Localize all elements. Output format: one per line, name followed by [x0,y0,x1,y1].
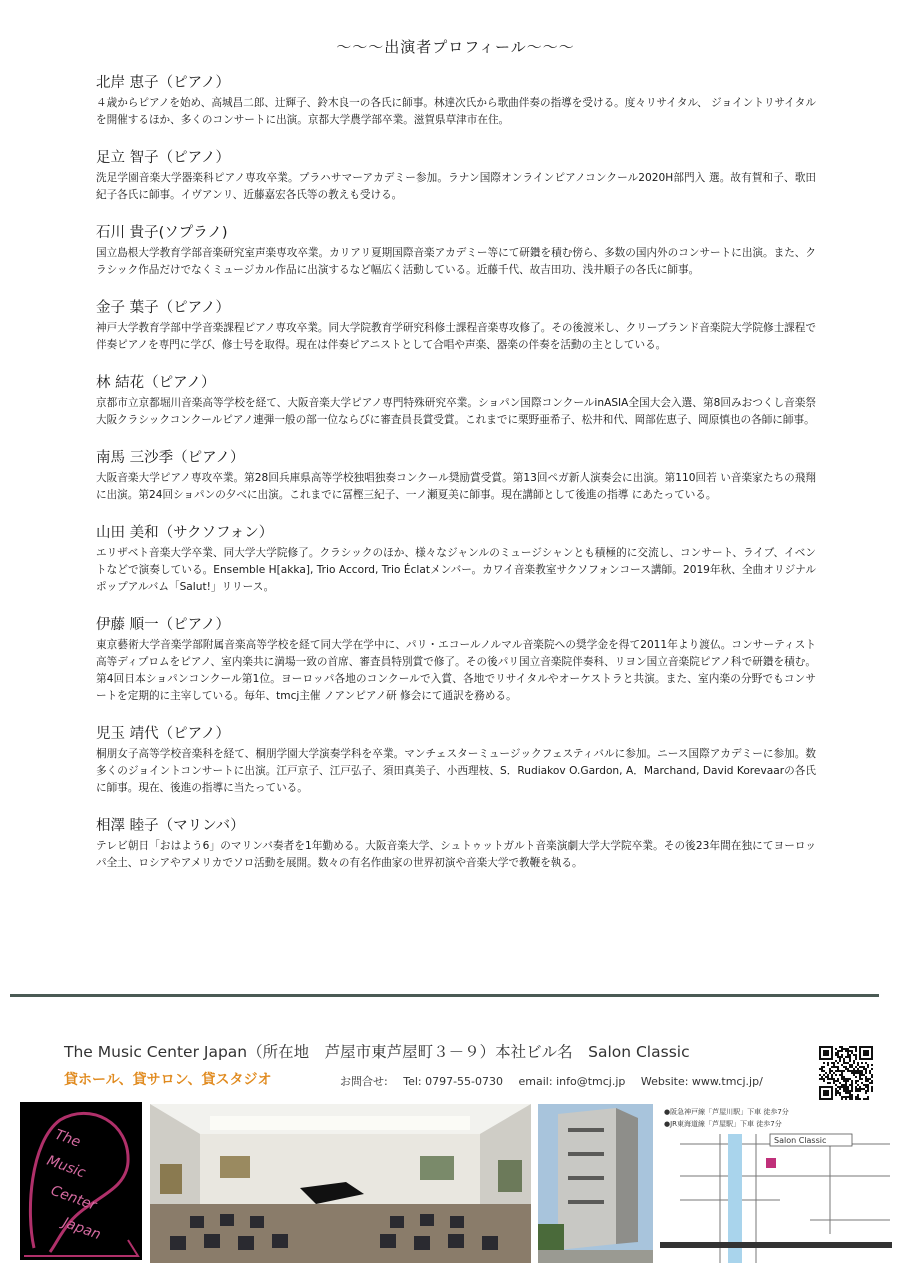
contact-label: お問合せ: [340,1075,388,1088]
logo-text-music: Music [44,1152,88,1182]
profile-entry [96,149,816,204]
profile-list [96,74,816,892]
access-map [660,1104,892,1263]
logo-text-japan: Japan [60,1214,103,1244]
page-title: 〜〜〜出演者プロフィール〜〜〜 [336,38,575,56]
performer-name: 足立 智子（ピアノ） [96,150,230,166]
performer-name: 石川 貴子(ソプラノ) [96,225,228,241]
performer-bio: 桐朋女子高等学校音楽科を経て、桐朋学園大学演奏学科を卒業。マンチェスターミュージックフェスティバルに参加。ニース国際アカデミーに参加。数多くのジョイントコンサートに出演。江戸京子、江戸弘子、須田真美子、小西理枝、S．Rudiakov O.Gardon, A．Marchand, David Korevaarの各氏に師事。現在、後進の指導に当たっている。 [96,748,816,794]
performer-bio: 大阪音楽大学ピアノ専攻卒業。第28回兵庫県高等学校独唱独奏コンクール奨励賞受賞。第13回ペガ新人演奏会に出演。第110回若 い音楽家たちの飛翔に出演。第24回ショパンの夕べに出演。これまでに冨樫三紀子、一ノ瀬夏美に師事。現在講師として後進の指導 にあたっている。 [96,472,816,501]
building-photo [538,1104,653,1263]
performer-name: 伊藤 順一（ピアノ） [96,617,230,633]
hall-photo [150,1104,531,1263]
profile-entry [96,524,816,596]
performer-name: 南馬 三沙季（ピアノ） [96,450,245,466]
profile-entry [96,725,816,797]
performer-bio: 洗足学園音楽大学器楽科ピアノ専攻卒業。プラハサマーアカデミー参加。ラナン国際オンラインピアノコンクール2020H部門入 選。故有賀和子、歌田紀子各氏に師事。イヴアンリ、近藤嘉宏各氏等の教えも受ける。 [96,172,816,201]
performer-bio: 東京藝術大学音楽学部附属音楽高等学校を経て同大学在学中に、パリ・エコールノルマル音楽院への奨学金を得て2011年より渡仏。コンサーティスト高等ディプロムをピアノ、室内楽共に満場一致の首席、審査員特別賞で修了。その後パリ国立音楽院伴奏科、リヨン国立音楽院ピアノ科で研鑽を積む。第4回日本ショパンコンクール第1位。ヨーロッパ各地のコンクールで入賞、各地でリサイタルやオーケストラと共演。また、室内楽の分野でもコンサートを定期的に主宰している。毎年、tmcj主催 ノアンピアノ研 修会にて通訳を務める。 [96,639,816,702]
profile-entry [96,616,816,705]
profile-entry [96,374,816,429]
profile-entry [96,449,816,504]
map-label: Salon Classic [774,1136,827,1145]
performer-bio: テレビ朝日「おはよう6」のマリンバ奏者を1年勤める。大阪音楽大学、シュトゥットガルト音楽演劇大学大学院卒業。その後23年間在独にてヨーロッパ全土、ロシアやアメリカでソロ活動を展開。数々の有名作曲家の世界初演や音楽大学で教鞭を執る。 [96,840,816,869]
map-note-1: ●阪急神戸線「芦屋川駅」下車 徒歩7分 [664,1108,789,1116]
profile-entry [96,74,816,129]
logo-text-center: Center [48,1182,99,1214]
performer-bio: 国立島根大学教育学部音楽研究室声楽専攻卒業。カリアリ夏期国際音楽アカデミー等にて研鑽を積む傍ら、多数の国内外のコンサートに出演。また、クラシック作品だけでなくミュージカル作品に出演するなど幅広く活動している。近藤千代、故吉田功、浅井順子の各氏に師事。 [96,247,816,276]
rental-services: 貸ホール、貸サロン、貸スタジオ [64,1072,272,1088]
performer-name: 山田 美和（サクソフォン） [96,525,274,541]
performer-name: 児玉 靖代（ピアノ） [96,726,230,742]
tmcj-logo [20,1102,142,1260]
contact-website[interactable]: Website: www.tmcj.jp/ [640,1075,763,1088]
logo-text-the: The [52,1126,83,1151]
performer-name: 相澤 睦子（マリンバ） [96,818,245,834]
venue-line: The Music Center Japan（所在地 芦屋市東芦屋町３－９）本社ビル名 Salon Classic [64,1043,690,1061]
contact-info [340,1073,775,1089]
contact-email[interactable]: email: info@tmcj.jp [518,1075,626,1088]
performer-name: 金子 葉子（ピアノ） [96,300,230,316]
profile-entry [96,224,816,279]
footer-divider [10,994,879,997]
performer-name: 林 結花（ピアノ） [96,375,216,391]
map-note-2: ●JR東海道線「芦屋駅」下車 徒歩7分 [664,1120,782,1128]
performer-bio: エリザベト音楽大学卒業、同大学大学院修了。クラシックのほか、様々なジャンルのミュージシャンとも積極的に交流し、コンサート、ライブ、イベントなどで演奏している。Ensemble H[akka], Trio Accord, Trio Éclatメンバー。カワイ音楽教室サクソフォンコース講師。2019年秋、全曲オリジナルポップアルバム「Salut!」リリース。 [96,547,816,593]
profile-entry [96,299,816,354]
profile-entry [96,817,816,872]
contact-tel[interactable]: Tel: 0797-55-0730 [403,1075,504,1088]
performer-name: 北岸 恵子（ピアノ） [96,75,230,91]
qr-code-icon [817,1044,875,1102]
performer-bio: ４歳からピアノを始め、高城昌二郎、辻輝子、鈴木良一の各氏に師事。林達次氏から歌曲伴奏の指導を受ける。度々リサイタル、 ジョイントリサイタルを開催するほか、多くのコンサートに出演。京都大学農学部卒業。滋賀県草津市在住。 [96,97,816,126]
performer-bio: 京都市立京都堀川音楽高等学校を経て、大阪音楽大学ピアノ専門特殊研究卒業。ショパン国際コンクールinASIA全国大会入選、第8回みおつくし音楽祭大阪クラシックコンクールピアノ連弾一般の部一位ならびに審査員長賞受賞。これまでに栗野亜希子、松井和代、岡部佐恵子、岡原慎也の各師に師事。 [96,397,816,426]
performer-bio: 神戸大学教育学部中学音楽課程ピアノ専攻卒業。同大学院教育学研究科修士課程音楽専攻修了。その後渡米し、クリーブランド音楽院大学院修士課程で伴奏ピアノを専門に学び、修士号を取得。現在は伴奏ピアニストとして合唱や声楽、器楽の伴奏を活動の主としている。 [96,322,816,351]
